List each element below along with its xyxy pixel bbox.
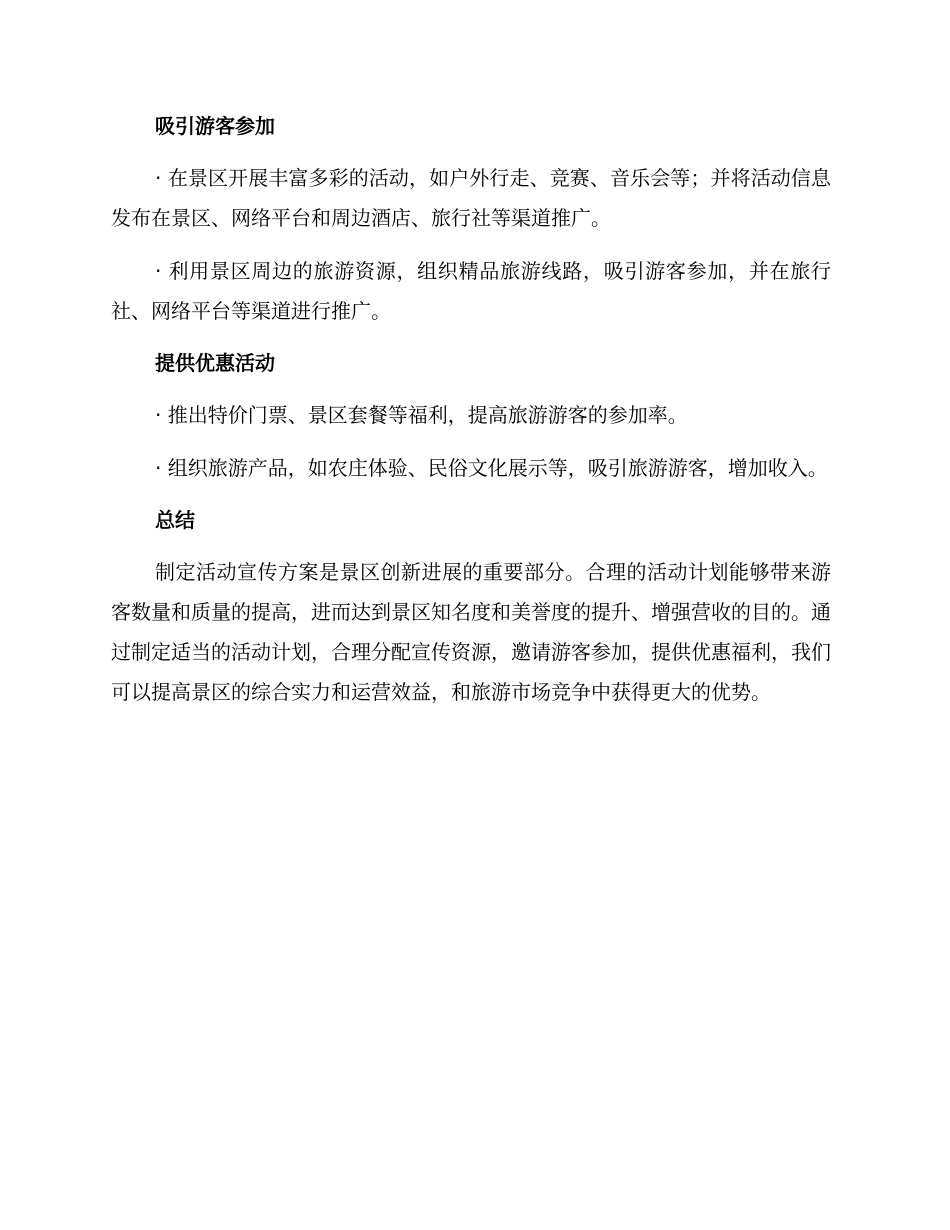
section-heading-discounts: 提供优惠活动 [155,351,275,375]
paragraph-activities: · 在景区开展丰富多彩的活动，如户外行走、竞赛、音乐会等；并将活动信息发布在景区、网络平台和周边酒店、旅行社等渠道推广。 [111,166,831,230]
section-heading-summary: 总结 [155,508,195,532]
document-page [111,104,831,712]
paragraph-summary: 制定活动宣传方案是景区创新进展的重要部分。合理的活动计划能够带来游客数量和质量的提高，进而达到景区知名度和美誉度的提升、增强营收的目的。通过制定适当的活动计划，合理分配宣传资源，邀请游客参加，提供优惠福利，我们可以提高景区的综合实力和运营效益，和旅游市场竞争中获得更大的优势。 [111,560,831,704]
section-heading-attract-visitors: 吸引游客参加 [155,114,275,138]
paragraph-tour-routes: · 利用景区周边的旅游资源，组织精品旅游线路，吸引游客参加，并在旅行社、网络平台等渠道进行推广。 [111,259,831,323]
paragraph-tour-products: · 组织旅游产品，如农庄体验、民俗文化展示等，吸引旅游游客，增加收入。 [155,456,828,480]
paragraph-special-tickets: · 推出特价门票、景区套餐等福利，提高旅游游客的参加率。 [155,403,688,427]
